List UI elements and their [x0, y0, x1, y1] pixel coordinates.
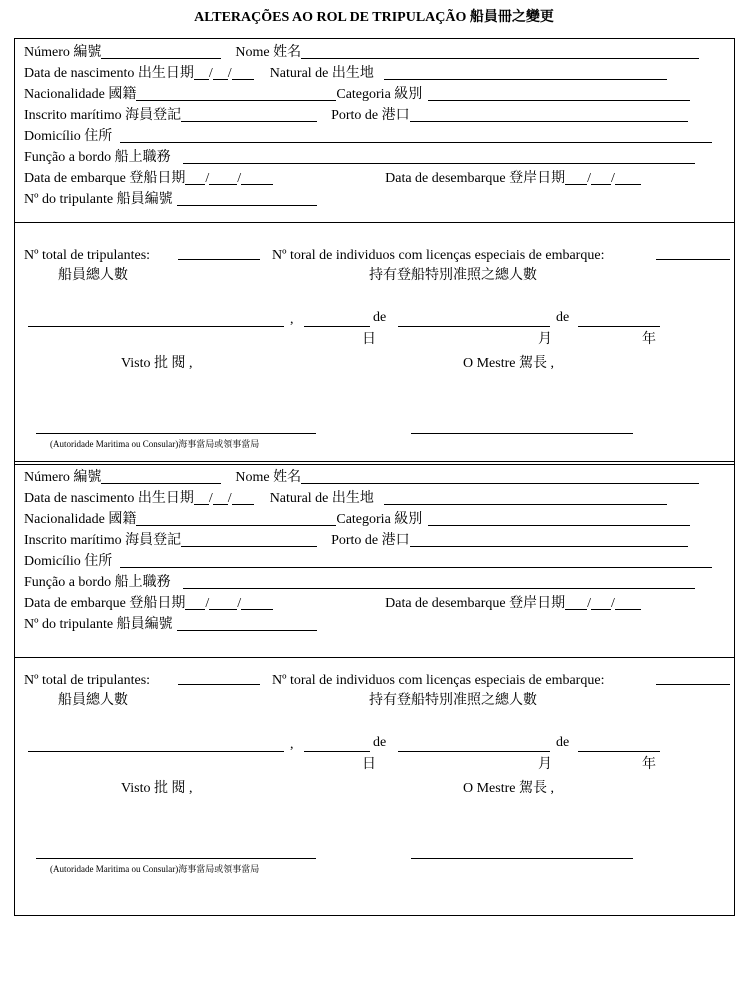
- totals-section-1: [14, 247, 734, 447]
- numero-label: Número 編號: [24, 45, 102, 60]
- total-crew-field[interactable]: [178, 684, 260, 685]
- slash: /: [227, 66, 232, 81]
- month-field[interactable]: [398, 326, 550, 327]
- embark-day-field[interactable]: [185, 170, 205, 185]
- birth-day-field[interactable]: [194, 490, 209, 505]
- disembark-year-field[interactable]: [615, 170, 641, 185]
- divider: [15, 464, 734, 465]
- year-label: 年: [642, 757, 656, 772]
- divider: [15, 657, 734, 658]
- year-label: 年: [642, 332, 656, 347]
- day-field[interactable]: [304, 751, 370, 752]
- slash: /: [237, 596, 242, 611]
- nationality-label: Nacionalidade 國籍: [24, 512, 137, 527]
- authority-label: (Autoridade Maritima ou Consular)海事當局或領事當局: [50, 864, 260, 874]
- embark-month-field[interactable]: [209, 170, 237, 185]
- disembark-date-label: Data de desembarque 登岸日期: [385, 171, 566, 186]
- year-field[interactable]: [578, 751, 660, 752]
- natural-label: Natural de 出生地: [269, 491, 374, 506]
- authority-label: (Autoridade Maritima ou Consular)海事當局或領事當局: [50, 439, 260, 449]
- function-label: Função a bordo 船上職務: [24, 575, 171, 590]
- totals-section-2: [14, 672, 734, 872]
- nome-field[interactable]: [301, 469, 699, 484]
- birth-year-field[interactable]: [232, 490, 254, 505]
- category-field[interactable]: [428, 86, 690, 101]
- special-licence-label-zh: 持有登船特別准照之總人數: [369, 268, 537, 283]
- nationality-label: Nacionalidade 國籍: [24, 87, 137, 102]
- slash: /: [208, 491, 213, 506]
- divider: [15, 461, 734, 462]
- birth-month-field[interactable]: [213, 490, 228, 505]
- slash: /: [611, 596, 615, 611]
- category-label: Categoria 級別: [336, 512, 423, 527]
- nome-field[interactable]: [301, 44, 699, 59]
- disembark-year-field[interactable]: [615, 595, 641, 610]
- function-field[interactable]: [183, 149, 695, 164]
- master-signature-line[interactable]: [411, 858, 633, 859]
- month-label: 月: [538, 332, 552, 347]
- special-licence-field[interactable]: [656, 684, 730, 685]
- day-field[interactable]: [304, 326, 370, 327]
- birth-date-label: Data de nascimento 出生日期: [24, 66, 194, 81]
- birth-year-field[interactable]: [232, 65, 254, 80]
- maritime-reg-field[interactable]: [181, 532, 317, 547]
- special-licence-label: Nº toral de individuos com licenças especiais de embarque:: [272, 673, 605, 688]
- comma: ,: [290, 737, 294, 752]
- disembark-date-label: Data de desembarque 登岸日期: [385, 596, 566, 611]
- birth-day-field[interactable]: [194, 65, 209, 80]
- slash: /: [205, 596, 210, 611]
- embark-day-field[interactable]: [185, 595, 205, 610]
- master-signature-line[interactable]: [411, 433, 633, 434]
- maritime-reg-label: Inscrito marítimo 海員登記: [24, 108, 182, 123]
- function-label: Função a bordo 船上職務: [24, 150, 171, 165]
- page-title: ALTERAÇÕES AO ROL DE TRIPULAÇÃO 船員冊之變更: [194, 10, 554, 25]
- de-label: de: [373, 310, 387, 325]
- disembark-day-field[interactable]: [565, 595, 587, 610]
- domicile-label: Domicílio 住所: [24, 129, 113, 144]
- slash: /: [587, 171, 592, 186]
- embark-date-label: Data de embarque 登船日期: [24, 171, 186, 186]
- year-field[interactable]: [578, 326, 660, 327]
- domicile-field[interactable]: [120, 128, 712, 143]
- de-label: de: [556, 735, 570, 750]
- total-crew-label: Nº total de tripulantes:: [24, 673, 151, 688]
- maritime-reg-field[interactable]: [181, 107, 317, 122]
- de-label: de: [373, 735, 387, 750]
- port-field[interactable]: [410, 532, 688, 547]
- numero-label: Número 編號: [24, 470, 102, 485]
- slash: /: [611, 171, 615, 186]
- natural-field[interactable]: [384, 65, 667, 80]
- nome-label: Nome 姓名: [235, 45, 302, 60]
- nome-label: Nome 姓名: [235, 470, 302, 485]
- domicile-field[interactable]: [120, 553, 712, 568]
- slash: /: [587, 596, 592, 611]
- special-licence-field[interactable]: [656, 259, 730, 260]
- category-field[interactable]: [428, 511, 690, 526]
- disembark-month-field[interactable]: [591, 170, 611, 185]
- numero-field[interactable]: [101, 44, 221, 59]
- maritime-reg-label: Inscrito marítimo 海員登記: [24, 533, 182, 548]
- slash: /: [227, 491, 232, 506]
- birth-date-label: Data de nascimento 出生日期: [24, 491, 194, 506]
- nationality-field[interactable]: [136, 86, 336, 101]
- nationality-field[interactable]: [136, 511, 336, 526]
- port-label: Porto de 港口: [331, 533, 410, 548]
- visto-label: Visto 批 閱 ,: [121, 781, 193, 796]
- disembark-day-field[interactable]: [565, 170, 587, 185]
- authority-signature-line[interactable]: [36, 858, 316, 859]
- month-label: 月: [538, 757, 552, 772]
- total-crew-label: Nº total de tripulantes:: [24, 248, 151, 263]
- numero-field[interactable]: [101, 469, 221, 484]
- crew-number-label: Nº do tripulante 船員編號: [24, 192, 173, 207]
- slash: /: [208, 66, 213, 81]
- disembark-month-field[interactable]: [591, 595, 611, 610]
- embark-date-label: Data de embarque 登船日期: [24, 596, 186, 611]
- embark-year-field[interactable]: [241, 170, 273, 185]
- comma: ,: [290, 312, 294, 327]
- mestre-label: O Mestre 駕長 ,: [463, 781, 554, 796]
- total-crew-label-zh: 船員總人數: [58, 268, 128, 283]
- birth-month-field[interactable]: [213, 65, 228, 80]
- natural-label: Natural de 出生地: [269, 66, 374, 81]
- crew-number-field[interactable]: [177, 616, 317, 631]
- function-field[interactable]: [183, 574, 695, 589]
- crew-number-field[interactable]: [177, 191, 317, 206]
- embark-month-field[interactable]: [209, 595, 237, 610]
- divider: [15, 222, 734, 223]
- natural-field[interactable]: [384, 490, 667, 505]
- total-crew-field[interactable]: [178, 259, 260, 260]
- authority-signature-line[interactable]: [36, 433, 316, 434]
- total-crew-label-zh: 船員總人數: [58, 693, 128, 708]
- special-licence-label: Nº toral de individuos com licenças especiais de embarque:: [272, 248, 605, 263]
- slash: /: [237, 171, 242, 186]
- crew-number-label: Nº do tripulante 船員編號: [24, 617, 173, 632]
- port-label: Porto de 港口: [331, 108, 410, 123]
- day-label: 日: [362, 757, 376, 772]
- domicile-label: Domicílio 住所: [24, 554, 113, 569]
- special-licence-label-zh: 持有登船特別准照之總人數: [369, 693, 537, 708]
- mestre-label: O Mestre 駕長 ,: [463, 356, 554, 371]
- port-field[interactable]: [410, 107, 688, 122]
- day-label: 日: [362, 332, 376, 347]
- place-field[interactable]: [28, 326, 284, 327]
- embark-year-field[interactable]: [241, 595, 273, 610]
- place-field[interactable]: [28, 751, 284, 752]
- category-label: Categoria 級別: [336, 87, 423, 102]
- visto-label: Visto 批 閱 ,: [121, 356, 193, 371]
- de-label: de: [556, 310, 570, 325]
- month-field[interactable]: [398, 751, 550, 752]
- slash: /: [205, 171, 210, 186]
